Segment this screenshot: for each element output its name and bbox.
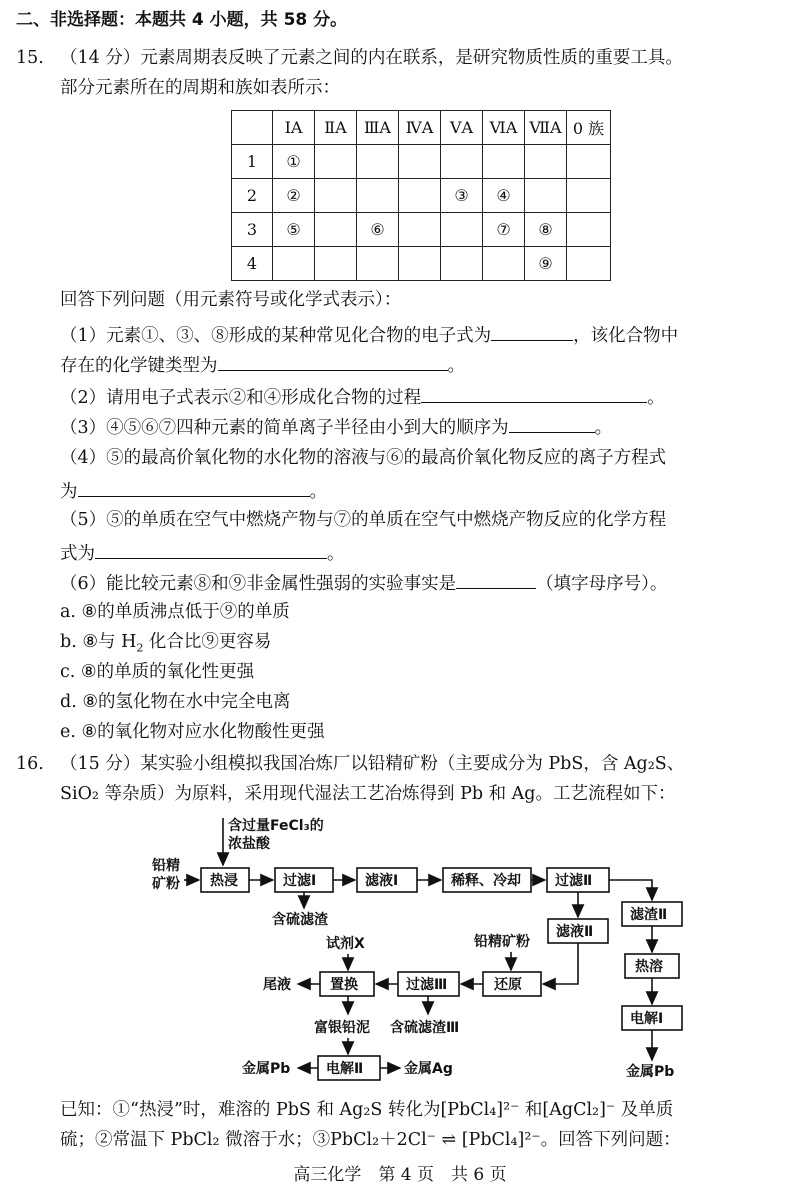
q15-intro-2: 部分元素所在的周期和族如表所示：: [60, 78, 340, 98]
table-cell: [567, 247, 611, 281]
table-row: [232, 145, 611, 179]
flow-filtrate1-label: 滤液Ⅰ: [365, 873, 399, 889]
q15-part4-end: 。: [309, 482, 327, 502]
table-cell: 3: [232, 213, 273, 247]
table-header-cell: ⅣA: [399, 111, 441, 145]
flow-arrow-to-reduce: [543, 943, 578, 984]
process-flow-diagram: [0, 808, 800, 1090]
flow-reagent1-line2: 浓盐酸: [228, 836, 270, 852]
table-cell: [273, 247, 315, 281]
q15-part1-text: （1）元素①、③、⑧形成的某种常见化合物的电子式为: [60, 326, 492, 346]
q15-part2: [60, 384, 665, 410]
answer-blank-1a[interactable]: [491, 322, 573, 341]
table-cell: [315, 179, 357, 213]
option-e: e. ⑧的氧化物对应水化物酸性更强: [60, 722, 325, 742]
table-cell: [483, 247, 525, 281]
table-cell: [357, 179, 399, 213]
table-cell: ④: [483, 179, 525, 213]
q15-part4-text-b: 为: [60, 482, 78, 502]
table-cell: [315, 247, 357, 281]
q15-part1-text-c: 存在的化学键类型为: [60, 356, 218, 376]
q15-part1-text-b: ，该化合物中: [573, 326, 679, 346]
table-header-cell: [232, 111, 273, 145]
table-cell: [357, 145, 399, 179]
table-header-cell: ⅤA: [441, 111, 483, 145]
flow-raw-line1: 铅精: [152, 858, 180, 874]
answer-blank-5[interactable]: [95, 540, 327, 559]
flow-reagentx-label: 试剂X: [326, 936, 365, 952]
flow-filtrate2-label: 滤液Ⅱ: [556, 924, 594, 940]
table-cell: [567, 213, 611, 247]
option-b-sub: 2: [136, 641, 144, 655]
flow-reagent1-line1: 含过量FeCl₃的: [228, 818, 324, 834]
flow-filter2-label: 过滤Ⅱ: [555, 873, 593, 889]
flow-residue3-label: 含硫滤渣Ⅲ: [390, 1020, 460, 1036]
table-header-cell: ⅢA: [357, 111, 399, 145]
table-cell: [399, 179, 441, 213]
q15-part5: （5）⑤的单质在空气中燃烧产物与⑦的单质在空气中燃烧产物反应的化学方程: [60, 510, 667, 530]
table-cell: [315, 145, 357, 179]
flow-metal-ag-label: 金属Ag: [404, 1061, 453, 1077]
table-cell: ②: [273, 179, 315, 213]
table-cell: [567, 179, 611, 213]
flow-arrow-to-residue2: [609, 880, 652, 900]
flow-raw-line2: 矿粉: [152, 876, 180, 892]
q15-part3-text: （3）④⑤⑥⑦四种元素的简单离子半径由小到大的顺序为: [60, 418, 509, 438]
q15-part3: [60, 414, 612, 440]
flow-filter1-label: 过滤Ⅰ: [283, 873, 317, 889]
table-header-row: [232, 111, 611, 145]
periodic-table: [231, 110, 611, 281]
table-cell: [441, 247, 483, 281]
q15-part6-tail: （填字母序号）。: [536, 574, 668, 594]
table-cell: [525, 179, 567, 213]
q15-part1: [60, 322, 678, 348]
table-cell: 1: [232, 145, 273, 179]
option-a: a. ⑧的单质沸点低于⑨的单质: [60, 602, 290, 622]
table-cell: [441, 145, 483, 179]
q15-number: 15.: [16, 48, 44, 68]
q16-known-1: 已知：①“热浸”时，难溶的 PbS 和 Ag₂S 转化为[PbCl₄]²⁻ 和[AgCl₂]⁻ 及单质: [60, 1100, 674, 1120]
table-row: [232, 179, 611, 213]
flow-residue2-label: 滤渣Ⅱ: [630, 907, 668, 923]
table-header-cell: ⅥA: [483, 111, 525, 145]
table-cell: ⑥: [357, 213, 399, 247]
q15-part1-end: 。: [447, 356, 465, 376]
table-cell: [483, 145, 525, 179]
table-cell: 2: [232, 179, 273, 213]
table-cell: [567, 145, 611, 179]
flow-tail-label: 尾液: [263, 977, 291, 993]
q15-part2-text: （2）请用电子式表示②和④形成化合物的过程: [60, 388, 422, 408]
table-cell: ⑧: [525, 213, 567, 247]
flow-residue-s-label: 含硫滤渣: [272, 912, 328, 928]
table-cell: ⑨: [525, 247, 567, 281]
table-cell: [399, 213, 441, 247]
table-cell: ⑦: [483, 213, 525, 247]
flow-electro2-label: 电解Ⅱ: [326, 1061, 364, 1077]
q15-part3-end: 。: [594, 418, 613, 438]
q15-part6-text: （6）能比较元素⑧和⑨非金属性强弱的实验事实是: [60, 574, 457, 594]
table-header-cell: ⅦA: [525, 111, 567, 145]
table-header-cell: ⅡA: [315, 111, 357, 145]
answer-blank-1b[interactable]: [218, 352, 448, 371]
q16-intro-1: （15 分）某实验小组模拟我国冶炼厂以铅精矿粉（主要成分为 PbS，含 Ag₂S、: [60, 754, 685, 774]
table-cell: ③: [441, 179, 483, 213]
answer-blank-6[interactable]: [456, 570, 536, 589]
flow-dilute-label: 稀释、冷却: [451, 873, 521, 889]
flow-leach-label: 热浸: [210, 873, 238, 889]
table-row: [232, 213, 611, 247]
q15-part6: [60, 570, 667, 596]
flow-reduce-label: 还原: [494, 977, 522, 993]
flow-metal-pb2-label: 金属Pb: [626, 1064, 675, 1080]
table-cell: [441, 213, 483, 247]
q15-part5-cont: [60, 540, 345, 566]
flow-raw2-label: 铅精矿粉: [474, 934, 530, 950]
page-footer: 高三化学 第 4 页 共 6 页: [293, 1165, 507, 1185]
option-b: [60, 630, 271, 661]
table-cell: [315, 213, 357, 247]
option-d: d. ⑧的氢化物在水中完全电离: [60, 692, 291, 712]
q15-part4-cont: [60, 478, 327, 504]
section-header: 二、非选择题：本题共 4 小题，共 58 分。: [16, 10, 348, 30]
q15-part2-end: 。: [647, 388, 665, 408]
q16-known-2: 硫；②常温下 PbCl₂ 微溶于水；③PbCl₂＋2Cl⁻ ⇌ [PbCl₄]²⁻。回答下列问题：: [60, 1130, 681, 1150]
q15-part4: （4）⑤的最高价氧化物的水化物的溶液与⑥的最高价氧化物反应的离子方程式: [60, 448, 667, 468]
flow-metal-pb-label: 金属Pb: [242, 1061, 291, 1077]
flow-filter3-label: 过滤Ⅲ: [406, 977, 448, 993]
table-header-cell: 0 族: [567, 111, 611, 145]
table-cell: 4: [232, 247, 273, 281]
flow-replace-label: 置换: [330, 977, 358, 993]
option-c: c. ⑧的单质的氧化性更强: [60, 662, 255, 682]
table-cell: ⑤: [273, 213, 315, 247]
answer-blank-3[interactable]: [509, 414, 595, 433]
option-b-pre: b. ⑧与 H: [60, 632, 137, 652]
option-b-post: 化合比⑨更容易: [143, 632, 272, 652]
table-cell: [399, 247, 441, 281]
table-row: [232, 247, 611, 281]
flow-electro1-label: 电解Ⅰ: [630, 1011, 664, 1027]
q15-instruction: 回答下列问题（用元素符号或化学式表示）：: [60, 290, 402, 310]
flow-hotmelt-label: 热溶: [635, 959, 663, 975]
table-cell: [399, 145, 441, 179]
table-cell: [525, 145, 567, 179]
table-cell: ①: [273, 145, 315, 179]
answer-blank-2[interactable]: [421, 384, 647, 403]
answer-blank-4[interactable]: [78, 478, 310, 497]
q15-part1-cont: [60, 352, 465, 378]
q16-number: 16.: [16, 754, 44, 774]
table-header-cell: ⅠA: [273, 111, 315, 145]
table-cell: [357, 247, 399, 281]
q15-part5-text-b: 式为: [60, 544, 95, 564]
q16-intro-2: SiO₂ 等杂质）为原料，采用现代湿法工艺冶炼得到 Pb 和 Ag。工艺流程如下：: [60, 784, 676, 804]
q15-intro-1: （14 分）元素周期表反映了元素之间的内在联系，是研究物质性质的重要工具。: [60, 48, 683, 68]
q15-part5-end: 。: [327, 544, 345, 564]
flow-mud-label: 富银铅泥: [314, 1020, 370, 1036]
